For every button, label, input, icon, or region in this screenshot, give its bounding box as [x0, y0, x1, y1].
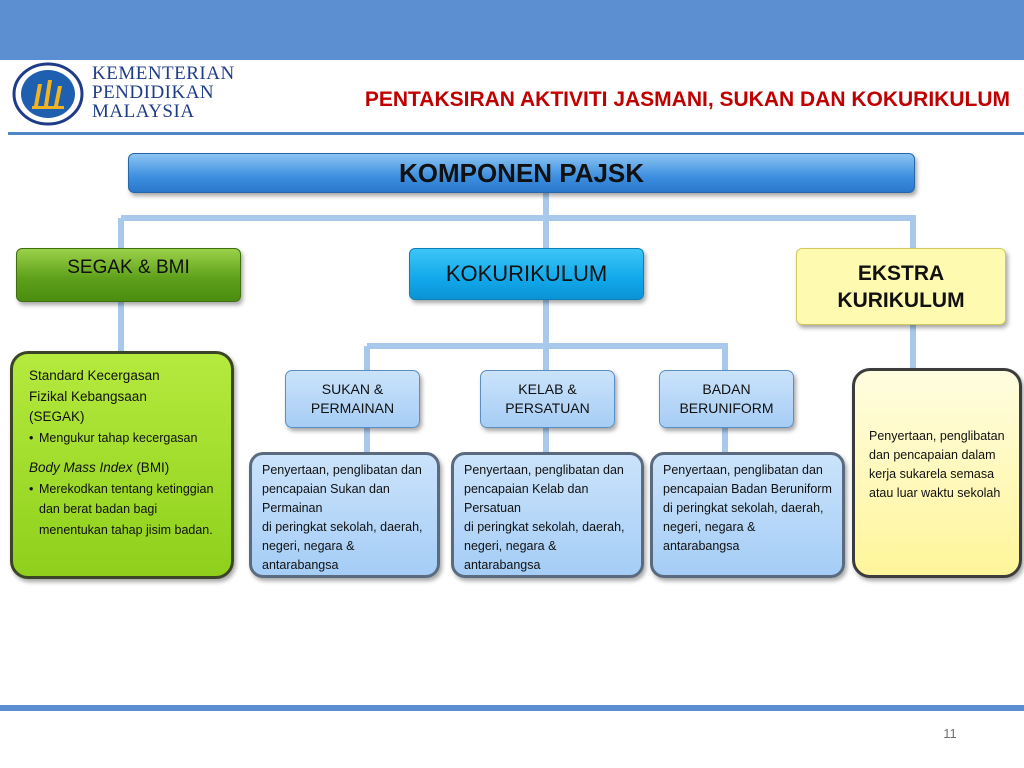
- node-sukan-permainan: [285, 370, 420, 428]
- node-kelab-persatuan: [480, 370, 615, 428]
- root-node-komponen-pajsk: KOMPONEN PAJSK: [128, 153, 915, 193]
- node-label-line-2: BERUNIFORM: [679, 400, 774, 416]
- segak-bullet-1: [29, 428, 223, 449]
- ekstra-line-1: EKSTRA: [857, 261, 945, 285]
- desc-badan-beruniform: [650, 452, 845, 578]
- ekstra-detail-text: Penyertaan, penglibatan dan pencapaian dalam kerja sukarela semasa atau luar waktu sekolah: [869, 429, 1005, 500]
- bmi-suffix-text: (BMI): [132, 460, 170, 475]
- node-kokurikulum: KOKURIKULUM: [409, 248, 644, 300]
- desc-text: Penyertaan, penglibatan dan pencapaian Badan Beruniform: [663, 463, 832, 496]
- node-label-line-2: PERMAINAN: [310, 400, 395, 416]
- node-label-line-2: PERSATUAN: [505, 400, 590, 416]
- segak-bullet-1-text: Mengukur tahap kecergasan: [39, 430, 198, 445]
- node-label-line-1: SUKAN &: [321, 381, 384, 397]
- desc-text: Penyertaan, penglibatan dan pencapaian Kelab dan Persatuan: [464, 463, 624, 515]
- segak-heading-line-2: Fizikal Kebangsaan: [29, 388, 147, 404]
- bullet-dot-icon: •: [29, 481, 34, 496]
- node-ekstra-kurikulum: [796, 248, 1006, 325]
- page-number: 11: [943, 726, 957, 741]
- node-label-line-1: BADAN: [702, 381, 751, 397]
- ekstra-detail-box: [852, 368, 1022, 578]
- ministry-line-3: MALAYSIA: [92, 101, 195, 122]
- node-segak-bmi: SEGAK & BMI: [16, 248, 241, 302]
- node-badan-beruniform: [659, 370, 794, 428]
- segak-bullet-2-text: Merekodkan tentang ketinggian dan berat badan bagi menentukan tahap jisim badan.: [39, 481, 214, 537]
- bmi-italic-text: Body Mass Index: [29, 460, 133, 475]
- ministry-line-2: PENDIDIKAN: [92, 82, 215, 103]
- desc-text: Penyertaan, penglibatan dan pencapaian Sukan dan Permainan: [262, 463, 422, 515]
- bmi-heading: [29, 458, 223, 479]
- slide-title: PENTAKSIRAN AKTIVITI JASMANI, SUKAN DAN KOKURIKULUM: [364, 88, 1010, 111]
- desc-sukan-permainan: [249, 452, 440, 578]
- desc-level-text: di peringkat sekolah, daerah, negeri, negara & antarabangsa: [464, 520, 625, 572]
- ekstra-line-2: KURIKULUM: [837, 288, 965, 312]
- footer-divider: [0, 705, 1024, 711]
- desc-level-text: di peringkat sekolah, daerah, negeri, negara & antarabangsa: [663, 501, 824, 553]
- desc-level-text: di peringkat sekolah, daerah, negeri, negara & antarabangsa: [262, 520, 423, 572]
- node-label-line-1: KELAB &: [518, 381, 577, 397]
- bullet-dot-icon: •: [29, 430, 34, 445]
- segak-heading-line-3: (SEGAK): [29, 409, 85, 424]
- segak-bullet-2: [29, 479, 223, 541]
- ministry-line-1: KEMENTERIAN: [92, 63, 235, 84]
- segak-heading-line-1: Standard Kecergasan: [29, 368, 160, 383]
- desc-kelab-persatuan: [451, 452, 644, 578]
- segak-detail-box: [10, 351, 234, 579]
